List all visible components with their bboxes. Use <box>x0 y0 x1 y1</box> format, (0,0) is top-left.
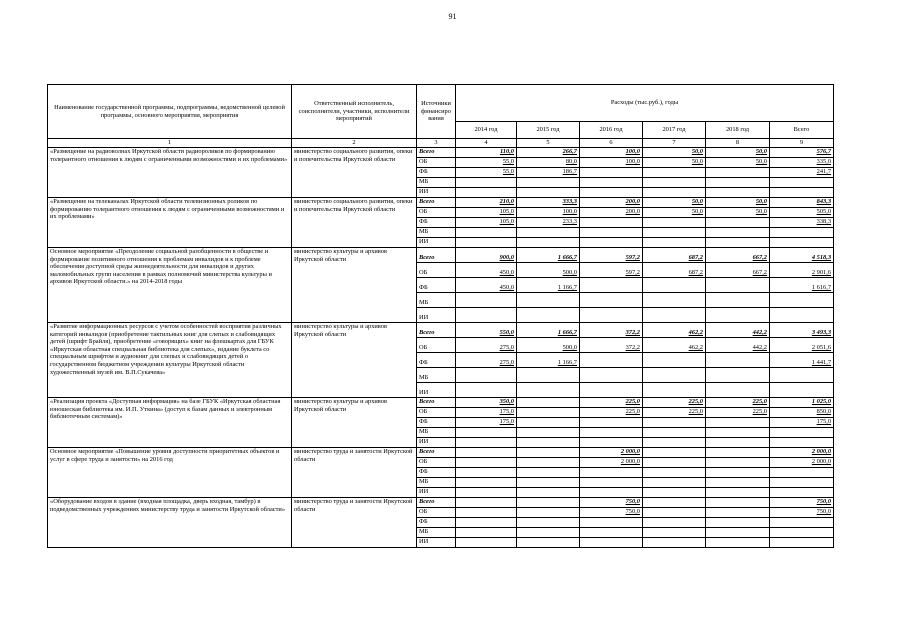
total-value: 335,0 <box>770 158 834 168</box>
total-value <box>770 368 834 383</box>
year-value: 372,2 <box>580 338 643 353</box>
year-value: 200,0 <box>580 208 643 218</box>
year-value <box>643 238 706 248</box>
year-value: 210,0 <box>456 198 517 208</box>
col-number: 8 <box>706 139 770 148</box>
year-value: 597,2 <box>580 248 643 263</box>
year-value <box>643 188 706 198</box>
year-value <box>643 168 706 178</box>
table-row <box>48 248 834 263</box>
total-value: 338,3 <box>770 218 834 228</box>
col-number: 7 <box>643 139 706 148</box>
year-value <box>706 418 770 428</box>
activity-name: «Размещение на радиоволнах Иркутской области радиороликов по формированию толерантного отношения к людям с ограниченными возможностями и их проблемами» <box>48 148 292 198</box>
total-value: 750,0 <box>770 498 834 508</box>
total-value <box>770 438 834 448</box>
year-value <box>706 528 770 538</box>
year-value <box>643 438 706 448</box>
year-value <box>580 238 643 248</box>
year-value: 500,0 <box>517 263 580 278</box>
year-value <box>706 293 770 308</box>
funding-source: ФБ <box>417 353 456 368</box>
year-value: 233,3 <box>517 218 580 228</box>
year-value: 100,0 <box>580 148 643 158</box>
funding-source: ОБ <box>417 263 456 278</box>
year-value: 462,2 <box>643 323 706 338</box>
year-value <box>580 438 643 448</box>
table-row <box>48 398 834 408</box>
funding-source: Всего <box>417 448 456 458</box>
year-value: 186,7 <box>517 168 580 178</box>
total-value <box>770 238 834 248</box>
funding-source: ФБ <box>417 218 456 228</box>
year-value: 225,0 <box>643 408 706 418</box>
funding-source: ФБ <box>417 518 456 528</box>
year-value: 750,0 <box>580 498 643 508</box>
funding-source: Всего <box>417 148 456 158</box>
year-value <box>643 458 706 468</box>
year-value <box>706 238 770 248</box>
year-value: 50,0 <box>706 158 770 168</box>
year-value <box>456 368 517 383</box>
total-value <box>770 538 834 548</box>
year-value: 225,0 <box>580 398 643 408</box>
year-value <box>643 498 706 508</box>
activity-name: «Оборудование входов в здание (входная площадка, дверь входная, тамбур) в подведомственных учреждениях министерству труда и занятости Иркутской области» <box>48 498 292 548</box>
year-value: 372,2 <box>580 323 643 338</box>
year-value <box>517 448 580 458</box>
col-number: 4 <box>456 139 517 148</box>
year-value <box>517 508 580 518</box>
year-value <box>643 518 706 528</box>
year-value: 110,0 <box>456 148 517 158</box>
total-value: 1 441,7 <box>770 353 834 368</box>
funding-source: Всего <box>417 248 456 263</box>
year-value <box>706 478 770 488</box>
year-value: 667,2 <box>706 263 770 278</box>
year-value <box>706 228 770 238</box>
funding-source: Всего <box>417 398 456 408</box>
header-name: Наименование государственной программы, подпрограммы, ведомственной целевой программы, основного мероприятия, мероприятия <box>48 85 292 139</box>
funding-source: ИИ <box>417 488 456 498</box>
year-value <box>643 278 706 293</box>
year-value: 442,2 <box>706 338 770 353</box>
year-value <box>706 278 770 293</box>
table-row <box>48 323 834 338</box>
budget-table <box>47 84 834 548</box>
year-value: 50,0 <box>643 198 706 208</box>
year-value: 350,0 <box>456 398 517 408</box>
funding-source: МБ <box>417 178 456 188</box>
year-value: 225,0 <box>706 408 770 418</box>
year-value: 200,0 <box>580 198 643 208</box>
year-value <box>456 178 517 188</box>
year-value <box>706 218 770 228</box>
year-value: 175,0 <box>456 408 517 418</box>
year-value <box>580 478 643 488</box>
year-value <box>580 428 643 438</box>
year-value: 1 166,7 <box>517 353 580 368</box>
activity-name: «Развитие информационных ресурсов с учетом особенностей восприятия различных категорий инвалидов (приобретение тактильных книг для слепых и слабовидящих детей (шрифт Брайля), приобретение «говорящих» книг на флешкартах для ГБУК «Иркутская областная специальная библиотека для слепых», издание буклета со специальным шрифтом и аудиокниг для слепых и слабовидящих детей о государственном бюджетном учреждении культуры Иркутской области художественный музей им. В.П.Сукачева» <box>48 323 292 398</box>
year-value <box>643 488 706 498</box>
year-value <box>456 498 517 508</box>
year-value <box>517 398 580 408</box>
year-value <box>643 468 706 478</box>
col-number: 3 <box>417 139 456 148</box>
year-value <box>456 538 517 548</box>
year-value: 667,2 <box>706 248 770 263</box>
year-value: 225,0 <box>580 408 643 418</box>
table-body <box>48 148 834 548</box>
responsible-executor: министерство культуры и архивов Иркутской области <box>292 323 417 398</box>
header-year: 2016 год <box>580 122 643 139</box>
funding-source: ИИ <box>417 538 456 548</box>
year-value <box>517 518 580 528</box>
year-value: 100,0 <box>517 208 580 218</box>
year-value <box>706 498 770 508</box>
year-value: 225,0 <box>643 398 706 408</box>
year-value <box>456 238 517 248</box>
year-value <box>517 368 580 383</box>
year-value <box>643 528 706 538</box>
year-value: 50,0 <box>643 158 706 168</box>
year-value <box>517 538 580 548</box>
header-total: Всего <box>770 122 834 139</box>
year-value <box>643 448 706 458</box>
year-value: 266,7 <box>517 148 580 158</box>
year-value <box>517 438 580 448</box>
funding-source: ОБ <box>417 208 456 218</box>
year-value <box>706 308 770 323</box>
total-value <box>770 468 834 478</box>
year-value <box>456 188 517 198</box>
year-value: 550,0 <box>456 323 517 338</box>
year-value <box>706 368 770 383</box>
funding-source: ОБ <box>417 458 456 468</box>
year-value <box>456 438 517 448</box>
header-year: 2017 год <box>643 122 706 139</box>
total-value <box>770 528 834 538</box>
year-value <box>706 448 770 458</box>
responsible-executor: министерство социального развития, опеки и попечительства Иркутской области <box>292 198 417 248</box>
funding-source: МБ <box>417 428 456 438</box>
total-value: 241,7 <box>770 168 834 178</box>
activity-name: «Размещение на телеканалах Иркутской области телевизионных роликов по формированию толерантного отношения к людям с ограниченными возможностями и их проблемами» <box>48 198 292 248</box>
activity-name: Основное мероприятие «Повышение уровня доступности приоритетных объектов и услуг в сфере труда и занятости» на 2016 год <box>48 448 292 498</box>
year-value <box>517 458 580 468</box>
year-value <box>517 238 580 248</box>
funding-source: ОБ <box>417 408 456 418</box>
year-value <box>706 538 770 548</box>
year-value <box>517 478 580 488</box>
total-value: 2 000,0 <box>770 448 834 458</box>
year-value <box>706 508 770 518</box>
responsible-executor: министерство культуры и архивов Иркутской области <box>292 398 417 448</box>
year-value <box>456 293 517 308</box>
year-value <box>643 353 706 368</box>
activity-name: «Реализация проекта «Доступная информация» на базе ГБУК «Иркутская областная юношеская библиотека им. И.П. Уткина» (доступ к базам данных и электронным библиотечным системам)» <box>48 398 292 448</box>
total-value: 2 000,0 <box>770 458 834 468</box>
header-year: 2015 год <box>517 122 580 139</box>
year-value <box>580 488 643 498</box>
year-value <box>580 528 643 538</box>
year-value <box>643 383 706 398</box>
year-value <box>706 168 770 178</box>
responsible-executor: министерство социального развития, опеки и попечительства Иркутской области <box>292 148 417 198</box>
year-value <box>580 278 643 293</box>
col-number: 2 <box>292 139 417 148</box>
page-number: 91 <box>448 12 457 21</box>
year-value: 750,0 <box>580 508 643 518</box>
funding-source: ФБ <box>417 278 456 293</box>
year-value <box>706 178 770 188</box>
year-value: 80,0 <box>517 158 580 168</box>
table-row <box>48 448 834 458</box>
year-value <box>706 383 770 398</box>
year-value: 450,0 <box>456 278 517 293</box>
col-number: 6 <box>580 139 643 148</box>
year-value <box>643 538 706 548</box>
funding-source: ИИ <box>417 238 456 248</box>
year-value <box>643 478 706 488</box>
funding-source: ОБ <box>417 508 456 518</box>
year-value <box>517 188 580 198</box>
year-value: 105,0 <box>456 208 517 218</box>
col-number: 9 <box>770 139 834 148</box>
year-value <box>706 488 770 498</box>
year-value <box>643 428 706 438</box>
total-value: 505,0 <box>770 208 834 218</box>
year-value <box>456 228 517 238</box>
year-value <box>580 538 643 548</box>
total-value: 2 051,6 <box>770 338 834 353</box>
col-number: 5 <box>517 139 580 148</box>
year-value <box>517 293 580 308</box>
year-value <box>706 438 770 448</box>
funding-source: Всего <box>417 198 456 208</box>
year-value <box>456 428 517 438</box>
year-value: 462,2 <box>643 338 706 353</box>
header-responsible: Ответственный исполнитель, соисполнители, участники, исполнители мероприятий <box>292 85 417 139</box>
year-value: 50,0 <box>643 208 706 218</box>
year-value <box>643 218 706 228</box>
year-value <box>643 368 706 383</box>
total-value: 2 901,6 <box>770 263 834 278</box>
year-value <box>580 468 643 478</box>
header-expenses: Расходы (тыс.руб.), годы <box>456 85 834 122</box>
funding-source: ОБ <box>417 158 456 168</box>
year-value <box>456 458 517 468</box>
year-value <box>706 353 770 368</box>
year-value: 1 666,7 <box>517 323 580 338</box>
total-value: 1 025,0 <box>770 398 834 408</box>
year-value <box>643 308 706 323</box>
year-value <box>580 383 643 398</box>
year-value <box>517 488 580 498</box>
year-value <box>643 228 706 238</box>
activity-name: Основное мероприятие «Преодоление социальной разобщенности в обществе и формирование позитивного отношения к проблемам инвалидов и к проблеме обеспечения доступной среды жизнедеятельности для инвалидов и других маломобильных групп населения в рамках полномочий министерства культуры и архивов Иркутской области.» на 2014-2018 годы <box>48 248 292 323</box>
year-value <box>517 308 580 323</box>
year-value <box>517 418 580 428</box>
year-value: 50,0 <box>706 198 770 208</box>
year-value <box>456 528 517 538</box>
header-year: 2014 год <box>456 122 517 139</box>
header-sources: Источники финансиро вания <box>417 85 456 139</box>
year-value: 597,2 <box>580 263 643 278</box>
year-value <box>456 478 517 488</box>
total-value: 1 616,7 <box>770 278 834 293</box>
year-value <box>580 168 643 178</box>
year-value <box>706 518 770 528</box>
funding-source: МБ <box>417 478 456 488</box>
year-value <box>456 508 517 518</box>
funding-source: МБ <box>417 528 456 538</box>
year-value: 225,0 <box>706 398 770 408</box>
year-value: 442,2 <box>706 323 770 338</box>
total-value: 4 518,3 <box>770 248 834 263</box>
funding-source: ИИ <box>417 383 456 398</box>
responsible-executor: министерство культуры и архивов Иркутской области <box>292 248 417 323</box>
total-value <box>770 478 834 488</box>
year-value <box>456 468 517 478</box>
year-value <box>517 228 580 238</box>
funding-source: ФБ <box>417 418 456 428</box>
year-value: 50,0 <box>706 208 770 218</box>
funding-source: ИИ <box>417 188 456 198</box>
year-value: 50,0 <box>706 148 770 158</box>
total-value <box>770 178 834 188</box>
year-value <box>456 383 517 398</box>
year-value: 687,2 <box>643 263 706 278</box>
funding-source: МБ <box>417 368 456 383</box>
year-value: 450,0 <box>456 263 517 278</box>
year-value <box>517 383 580 398</box>
total-value: 843,3 <box>770 198 834 208</box>
year-value: 500,0 <box>517 338 580 353</box>
year-value <box>580 518 643 528</box>
total-value: 750,0 <box>770 508 834 518</box>
year-value: 687,2 <box>643 248 706 263</box>
year-value <box>580 368 643 383</box>
total-value <box>770 188 834 198</box>
year-value <box>580 308 643 323</box>
year-value <box>456 518 517 528</box>
total-value: 576,7 <box>770 148 834 158</box>
year-value <box>706 468 770 478</box>
funding-source: Всего <box>417 323 456 338</box>
year-value <box>517 498 580 508</box>
year-value: 55,0 <box>456 168 517 178</box>
year-value <box>706 188 770 198</box>
year-value: 2 000,0 <box>580 458 643 468</box>
year-value <box>517 408 580 418</box>
year-value: 55,0 <box>456 158 517 168</box>
table-row <box>48 198 834 208</box>
funding-source: Всего <box>417 498 456 508</box>
total-value <box>770 488 834 498</box>
year-value <box>643 508 706 518</box>
col-number: 1 <box>48 139 292 148</box>
year-value <box>706 458 770 468</box>
year-value: 333,3 <box>517 198 580 208</box>
year-value: 1 666,7 <box>517 248 580 263</box>
year-value: 900,0 <box>456 248 517 263</box>
total-value <box>770 383 834 398</box>
year-value <box>643 418 706 428</box>
total-value: 3 493,3 <box>770 323 834 338</box>
funding-source: ФБ <box>417 468 456 478</box>
year-value <box>580 218 643 228</box>
funding-source: ФБ <box>417 168 456 178</box>
total-value <box>770 308 834 323</box>
funding-source: ОБ <box>417 338 456 353</box>
table-row <box>48 498 834 508</box>
year-value: 2 000,0 <box>580 448 643 458</box>
responsible-executor: министерство труда и занятости Иркутской области <box>292 448 417 498</box>
total-value <box>770 293 834 308</box>
year-value <box>456 488 517 498</box>
year-value <box>643 178 706 188</box>
year-value <box>580 293 643 308</box>
year-value <box>580 188 643 198</box>
year-value <box>580 418 643 428</box>
year-value: 50,0 <box>643 148 706 158</box>
total-value <box>770 518 834 528</box>
total-value <box>770 228 834 238</box>
year-value: 1 166,7 <box>517 278 580 293</box>
year-value <box>517 428 580 438</box>
total-value <box>770 428 834 438</box>
year-value: 175,0 <box>456 418 517 428</box>
year-value: 105,0 <box>456 218 517 228</box>
year-value <box>456 448 517 458</box>
total-value: 175,0 <box>770 418 834 428</box>
year-value <box>580 353 643 368</box>
table-row <box>48 148 834 158</box>
funding-source: МБ <box>417 228 456 238</box>
year-value <box>580 178 643 188</box>
year-value <box>580 228 643 238</box>
year-value <box>456 308 517 323</box>
year-value: 275,0 <box>456 338 517 353</box>
year-value: 275,0 <box>456 353 517 368</box>
header-year: 2018 год <box>706 122 770 139</box>
funding-source: ИИ <box>417 438 456 448</box>
year-value <box>643 293 706 308</box>
funding-source: ИИ <box>417 308 456 323</box>
funding-source: МБ <box>417 293 456 308</box>
year-value: 100,0 <box>580 158 643 168</box>
year-value <box>517 468 580 478</box>
year-value <box>706 428 770 438</box>
responsible-executor: министерство труда и занятости Иркутской области <box>292 498 417 548</box>
total-value: 850,0 <box>770 408 834 418</box>
year-value <box>517 528 580 538</box>
year-value <box>517 178 580 188</box>
